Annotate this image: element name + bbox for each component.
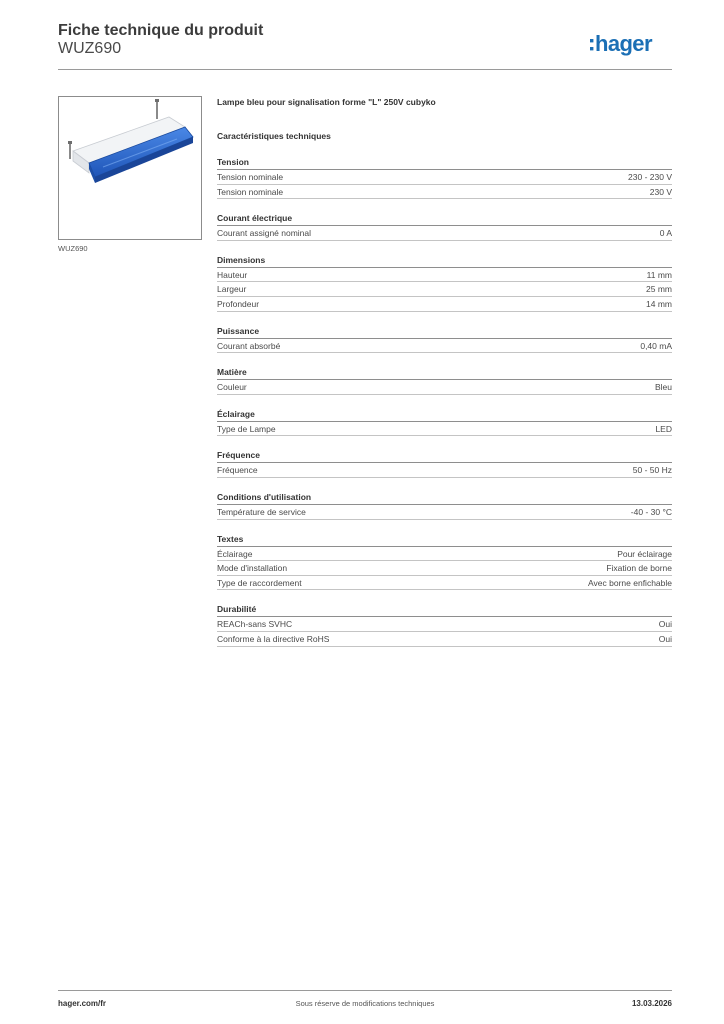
spec-label: Fréquence [217, 465, 258, 476]
spec-label: Couleur [217, 382, 247, 393]
spec-value: Fixation de borne [606, 563, 672, 574]
product-description: Lampe bleu pour signalisation forme "L" 250V cubyko [217, 97, 436, 107]
spec-row [217, 463, 672, 478]
footer-website: hager.com/fr [58, 999, 107, 1008]
section-title: Conditions d'utilisation [217, 491, 672, 505]
spec-value: 0 A [659, 228, 672, 239]
spec-value: 0,40 mA [640, 340, 672, 351]
spec-value: -40 - 30 °C [630, 506, 672, 517]
section-title: Tension [217, 156, 672, 170]
spec-label: Profondeur [217, 298, 260, 309]
spec-value: 11 mm [646, 269, 672, 280]
spec-label: Courant absorbé [217, 340, 281, 351]
product-code: WUZ690 [58, 40, 122, 57]
spec-sections [217, 156, 672, 647]
spec-label: Largeur [217, 284, 247, 295]
image-caption: WUZ690 [58, 244, 88, 253]
spec-row [217, 632, 672, 647]
section-title: Éclairage [217, 408, 672, 422]
spec-value: Oui [658, 619, 672, 630]
spec-row [217, 185, 672, 200]
spec-row [217, 505, 672, 520]
spec-value: 230 V [649, 186, 672, 197]
section-title: Matière [217, 366, 672, 380]
spec-row [217, 380, 672, 395]
spec-value: Avec borne enfichable [588, 577, 672, 588]
spec-value: Pour éclairage [617, 548, 672, 559]
spec-row [217, 576, 672, 591]
spec-row [217, 339, 672, 354]
page-footer [58, 990, 672, 1016]
spec-section [217, 212, 672, 241]
spec-label: Éclairage [217, 548, 253, 559]
spec-row [217, 268, 672, 283]
spec-label: Type de raccordement [217, 577, 302, 588]
footer-notice: Sous réserve de modifications techniques [295, 999, 435, 1008]
spec-value: 50 - 50 Hz [632, 465, 672, 476]
spec-row [217, 547, 672, 562]
spec-value: 14 mm [646, 298, 672, 309]
spec-label: Conforme à la directive RoHS [217, 633, 330, 644]
footer-date: 13.03.2026 [631, 999, 672, 1008]
spec-row [217, 282, 672, 297]
spec-section [217, 156, 672, 199]
spec-label: Hauteur [217, 269, 248, 280]
spec-label: REACh-sans SVHC [217, 619, 293, 630]
spec-section [217, 533, 672, 591]
spec-section [217, 408, 672, 437]
spec-section [217, 366, 672, 395]
spec-section [217, 325, 672, 354]
section-title: Puissance [217, 325, 672, 339]
spec-value: 230 - 230 V [628, 172, 672, 182]
spec-row [217, 226, 672, 241]
spec-row [217, 422, 672, 437]
spec-label: Tension nominale [217, 186, 284, 197]
spec-section [217, 603, 672, 646]
spec-content [217, 96, 672, 647]
spec-section [217, 491, 672, 520]
spec-row [217, 297, 672, 312]
spec-row [217, 617, 672, 632]
spec-value: 25 mm [646, 284, 672, 295]
section-title: Courant électrique [217, 212, 672, 226]
spec-section [217, 449, 672, 478]
spec-label: Courant assigné nominal [217, 228, 312, 239]
spec-value: Oui [658, 633, 672, 644]
hager-logo [590, 28, 672, 60]
spec-value: Bleu [654, 382, 672, 393]
tech-characteristics-heading: Caractéristiques techniques [217, 131, 331, 141]
spec-label: Mode d'installation [217, 563, 288, 574]
section-title: Durabilité [217, 603, 672, 617]
spec-label: Type de Lampe [217, 423, 276, 434]
spec-section [217, 254, 672, 312]
spec-label: Tension nominale [217, 172, 284, 182]
product-image [58, 96, 202, 240]
section-title: Dimensions [217, 254, 672, 268]
lamp-illustration [59, 97, 201, 239]
page-header [58, 20, 672, 70]
spec-label: Température de service [217, 506, 306, 517]
svg-text:hager: hager [595, 31, 652, 56]
spec-value: LED [655, 423, 672, 434]
spec-row [217, 561, 672, 576]
section-title: Fréquence [217, 449, 672, 463]
spec-row [217, 170, 672, 185]
document-title: Fiche technique du produit [58, 22, 264, 39]
section-title: Textes [217, 533, 672, 547]
